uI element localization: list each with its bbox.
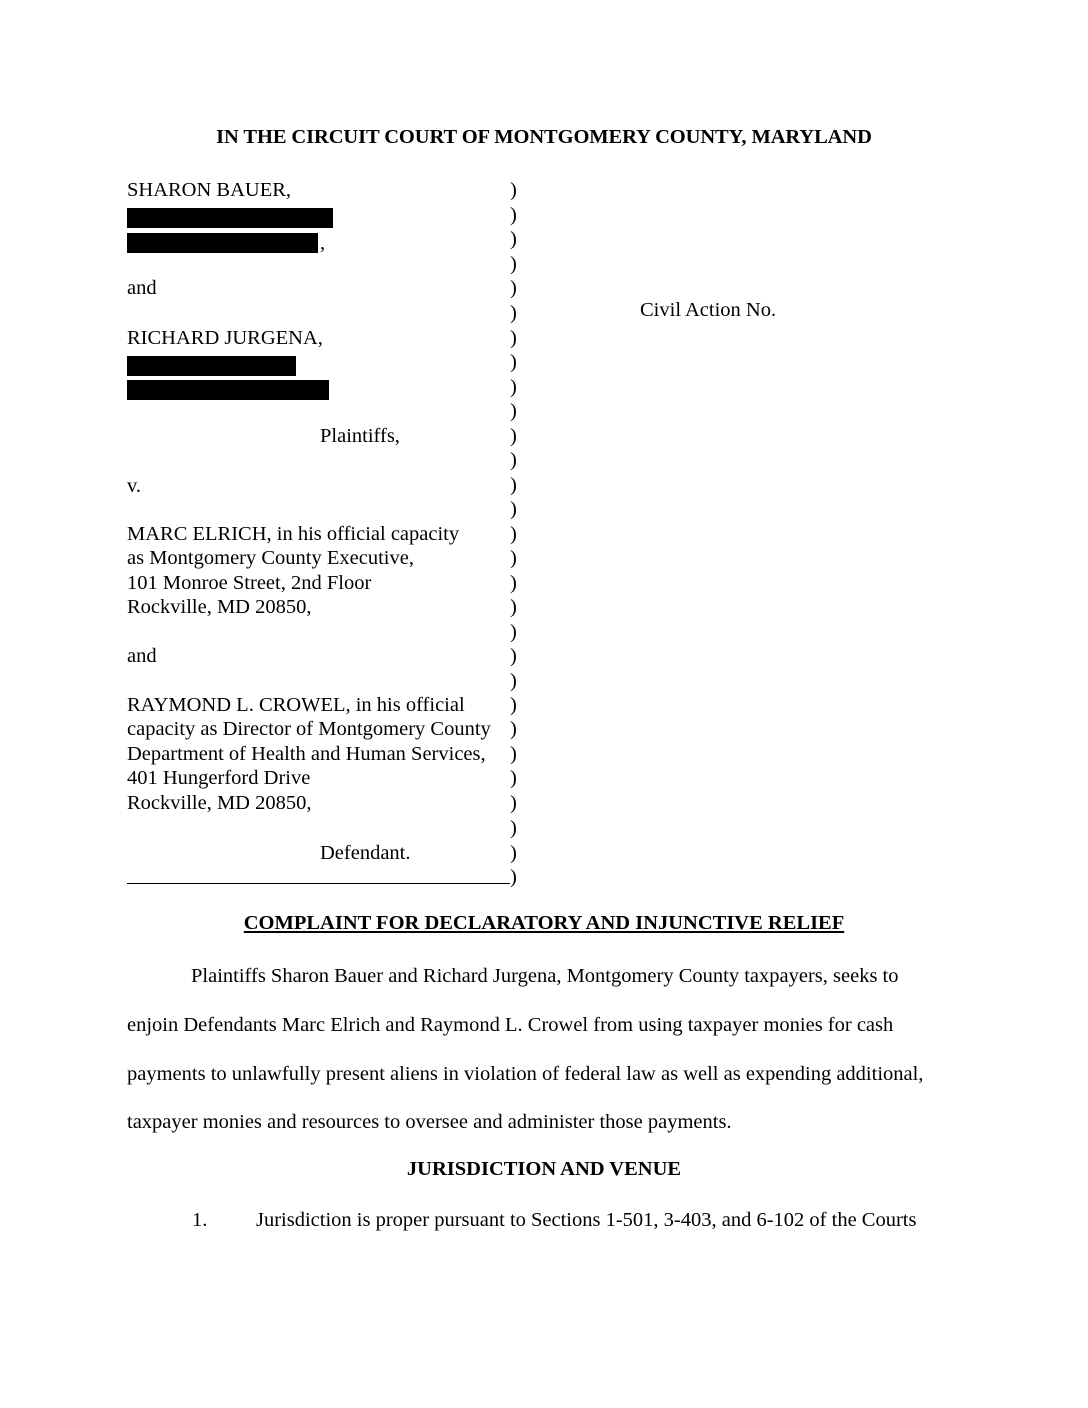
and-connector: and: [127, 277, 157, 299]
plaintiff2-name: RICHARD JURGENA,: [127, 327, 323, 349]
caption-paren: ): [510, 228, 517, 250]
defendant2-line: capacity as Director of Montgomery County: [127, 718, 491, 740]
caption-paren: ): [510, 670, 517, 692]
defendant2-line: Department of Health and Human Services,: [127, 743, 486, 765]
plaintiffs-label: Plaintiffs,: [320, 425, 400, 447]
paragraph-line: enjoin Defendants Marc Elrich and Raymond L. Crowel from using taxpayer monies for cash: [127, 1014, 894, 1036]
paragraph-line: payments to unlawfully present aliens in violation of federal law as well as expending additional,: [127, 1063, 924, 1085]
caption-paren: ): [510, 743, 517, 765]
defendant2-line: 401 Hungerford Drive: [127, 767, 311, 789]
defendant2-line: Rockville, MD 20850,: [127, 792, 312, 814]
caption-paren: ): [510, 817, 517, 839]
plaintiff1-name: SHARON BAUER,: [127, 179, 292, 201]
caption-paren: ): [510, 718, 517, 740]
defendant1-line: 101 Monroe Street, 2nd Floor: [127, 572, 372, 594]
caption-paren: ): [510, 277, 517, 299]
caption-paren: ): [510, 498, 517, 520]
caption-paren: ): [510, 449, 517, 471]
paragraph-text: Jurisdiction is proper pursuant to Sections 1-501, 3-403, and 6-102 of the Courts: [256, 1209, 917, 1231]
caption-paren: ): [510, 302, 517, 324]
defendant1-line: MARC ELRICH, in his official capacity: [127, 523, 460, 545]
case-caption: [127, 176, 527, 896]
complaint-title: COMPLAINT FOR DECLARATORY AND INJUNCTIVE RELIEF: [243, 912, 845, 934]
defendant-label: Defendant.: [320, 842, 411, 864]
caption-paren: ): [510, 523, 517, 545]
caption-paren: ): [510, 792, 517, 814]
caption-paren: ): [510, 596, 517, 618]
paragraph-line: taxpayer monies and resources to oversee and administer those payments.: [127, 1111, 732, 1133]
caption-paren: ): [510, 866, 517, 888]
caption-paren: ): [510, 645, 517, 667]
versus: v.: [127, 475, 142, 497]
defendant1-line: as Montgomery County Executive,: [127, 547, 414, 569]
redaction-block: [127, 356, 296, 376]
caption-paren: ): [510, 327, 517, 349]
redaction-block: [127, 380, 329, 400]
redaction-comma: ,: [320, 232, 326, 254]
caption-paren: ): [510, 694, 517, 716]
caption-rule: [127, 883, 510, 884]
caption-paren: ): [510, 842, 517, 864]
caption-paren: ): [510, 400, 517, 422]
caption-paren: ): [510, 253, 517, 275]
paragraph-number: 1.: [192, 1209, 208, 1231]
section-heading: JURISDICTION AND VENUE: [406, 1158, 682, 1180]
redaction-block: [127, 208, 333, 228]
caption-paren: ): [510, 425, 517, 447]
caption-paren: ): [510, 204, 517, 226]
caption-paren: ): [510, 376, 517, 398]
caption-paren: ): [510, 767, 517, 789]
court-title: IN THE CIRCUIT COURT OF MONTGOMERY COUNTY, MARYLAND: [216, 126, 872, 148]
caption-paren: ): [510, 621, 517, 643]
civil-action-number: Civil Action No.: [640, 299, 777, 321]
redaction-block: [127, 233, 318, 253]
paragraph-line: Plaintiffs Sharon Bauer and Richard Jurgena, Montgomery County taxpayers, seeks to: [191, 965, 899, 987]
defendant1-line: Rockville, MD 20850,: [127, 596, 312, 618]
caption-paren: ): [510, 474, 517, 496]
caption-paren: ): [510, 351, 517, 373]
defendant2-line: RAYMOND L. CROWEL, in his official: [127, 694, 465, 716]
caption-paren: ): [510, 572, 517, 594]
caption-paren: ): [510, 179, 517, 201]
and-connector: and: [127, 645, 157, 667]
caption-paren: ): [510, 547, 517, 569]
